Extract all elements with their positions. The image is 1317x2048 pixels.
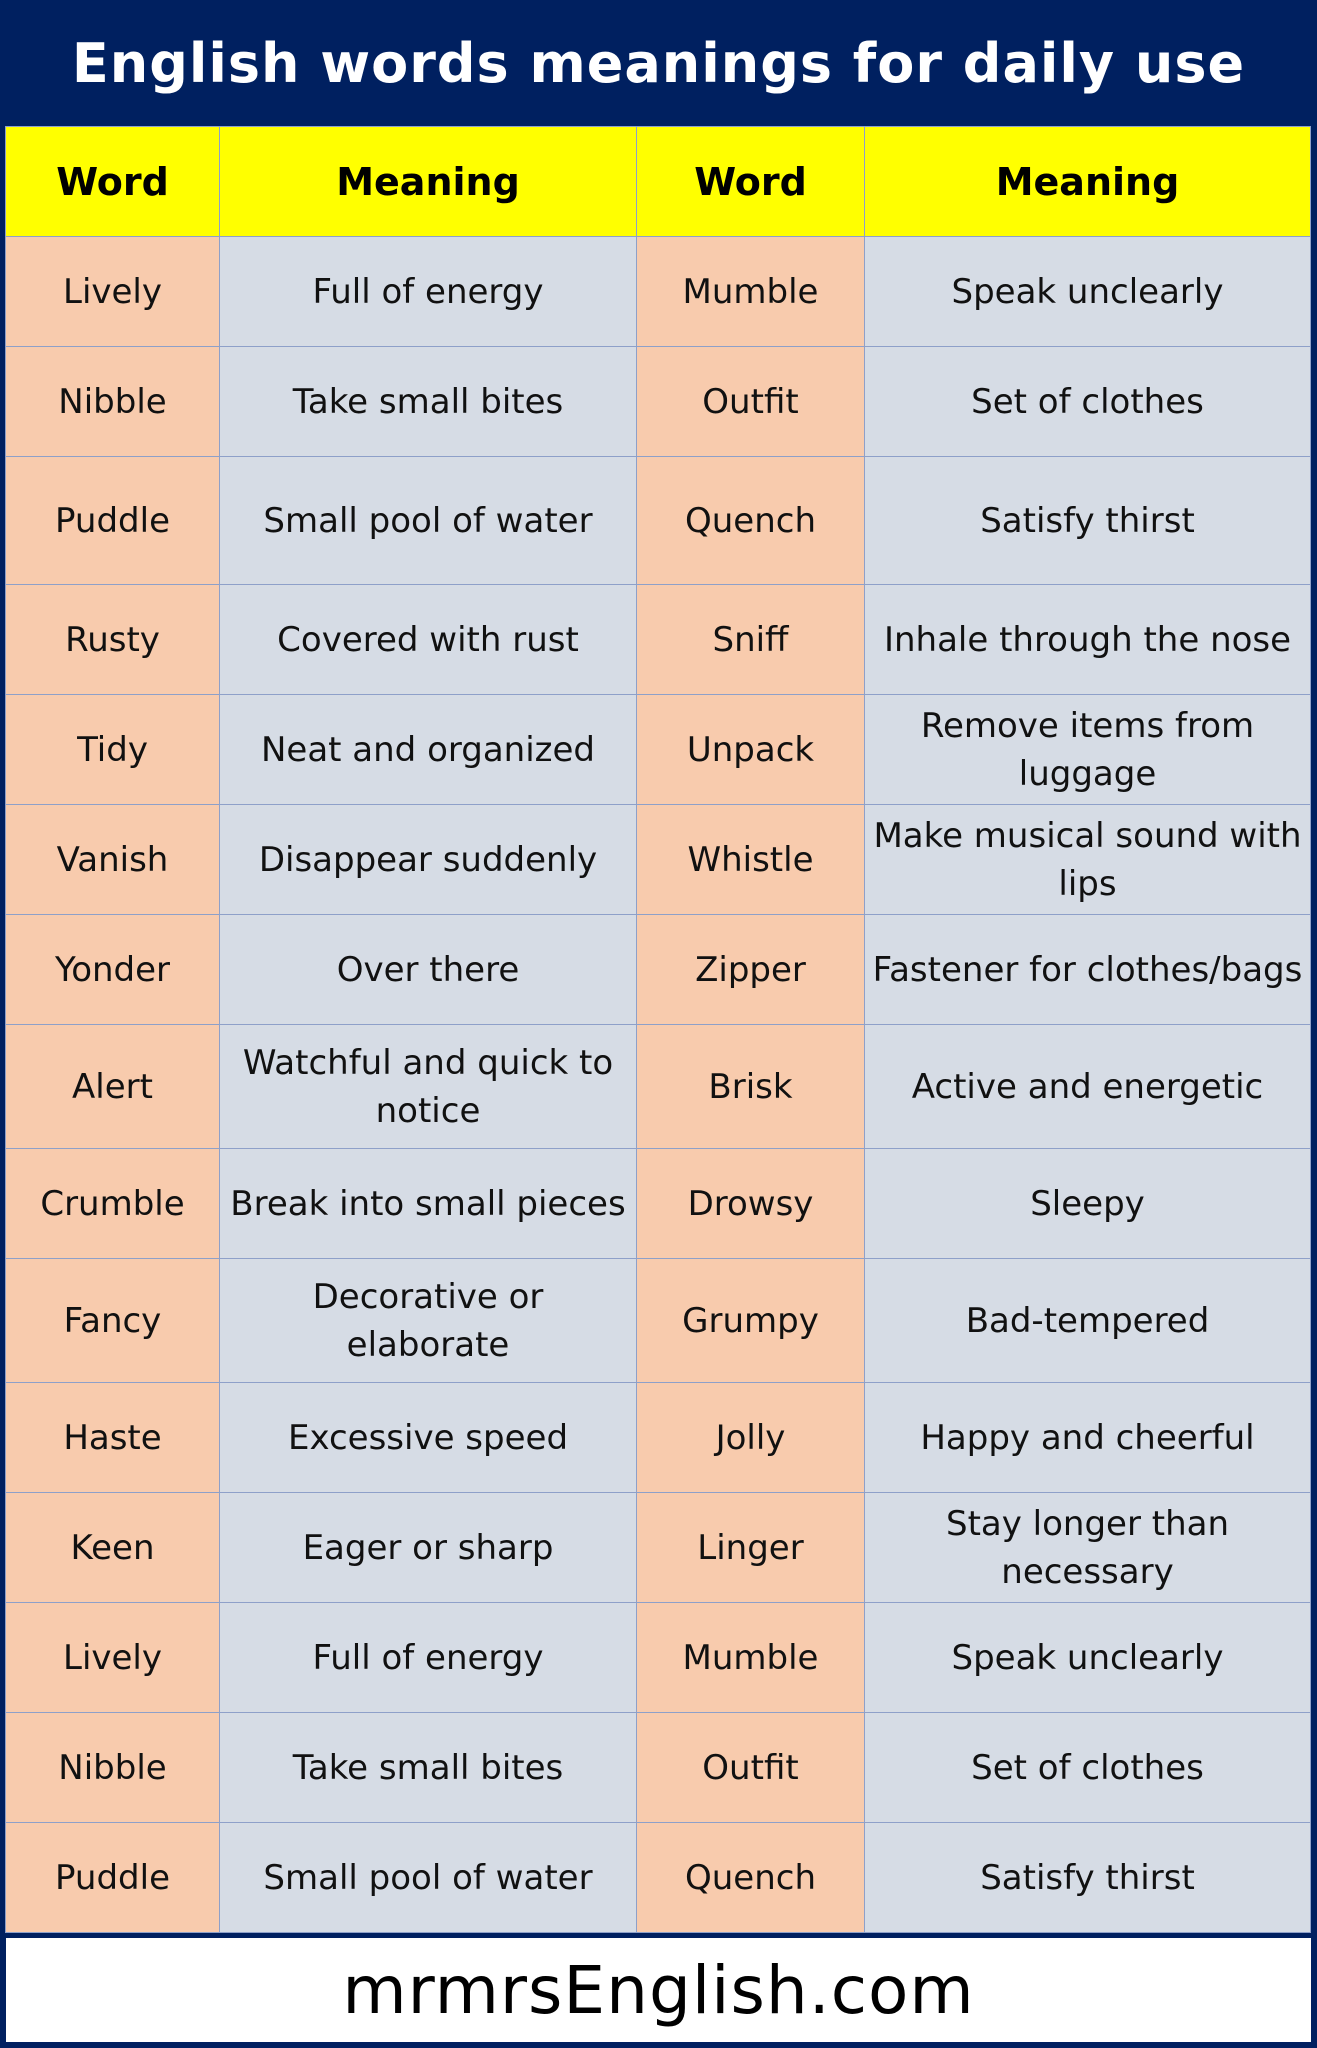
word-cell: Mumble <box>637 237 865 347</box>
meaning-cell: Watchful and quick to notice <box>220 1025 637 1149</box>
word-cell: Sniff <box>637 585 865 695</box>
meaning-cell: Excessive speed <box>220 1383 637 1493</box>
word-cell: Keen <box>6 1493 220 1603</box>
column-header-word: Word <box>6 127 220 237</box>
word-cell: Linger <box>637 1493 865 1603</box>
table-row <box>6 237 1311 347</box>
word-cell: Mumble <box>637 1603 865 1713</box>
table-row <box>6 1603 1311 1713</box>
table-row <box>6 1823 1311 1933</box>
table-row <box>6 1025 1311 1149</box>
table-row <box>6 457 1311 585</box>
meaning-cell: Set of clothes <box>865 347 1311 457</box>
table-row <box>6 695 1311 805</box>
meaning-cell: Speak unclearly <box>865 1603 1311 1713</box>
meaning-cell: Fastener for clothes/bags <box>865 915 1311 1025</box>
word-cell: Jolly <box>637 1383 865 1493</box>
column-header-meaning: Meaning <box>220 127 637 237</box>
table-row <box>6 915 1311 1025</box>
title-bar <box>0 0 1317 126</box>
word-cell: Zipper <box>637 915 865 1025</box>
word-cell: Lively <box>6 237 220 347</box>
meaning-cell: Speak unclearly <box>865 237 1311 347</box>
table-row <box>6 347 1311 457</box>
word-cell: Outfit <box>637 1713 865 1823</box>
meaning-cell: Decorative or elaborate <box>220 1259 637 1383</box>
word-cell: Crumble <box>6 1149 220 1259</box>
meaning-cell: Bad-tempered <box>865 1259 1311 1383</box>
meaning-cell: Satisfy thirst <box>865 457 1311 585</box>
meaning-cell: Sleepy <box>865 1149 1311 1259</box>
meaning-cell: Full of energy <box>220 1603 637 1713</box>
meaning-cell: Stay longer than necessary <box>865 1493 1311 1603</box>
word-cell: Quench <box>637 457 865 585</box>
column-header-word: Word <box>637 127 865 237</box>
meaning-cell: Inhale through the nose <box>865 585 1311 695</box>
meaning-cell: Remove items from luggage <box>865 695 1311 805</box>
vocabulary-table <box>5 126 1311 1933</box>
meaning-cell: Disappear suddenly <box>220 805 637 915</box>
word-cell: Puddle <box>6 1823 220 1933</box>
word-cell: Quench <box>637 1823 865 1933</box>
meaning-cell: Take small bites <box>220 1713 637 1823</box>
word-cell: Haste <box>6 1383 220 1493</box>
meaning-cell: Make musical sound with lips <box>865 805 1311 915</box>
meaning-cell: Full of energy <box>220 237 637 347</box>
word-cell: Drowsy <box>637 1149 865 1259</box>
meaning-cell: Small pool of water <box>220 457 637 585</box>
meaning-cell: Satisfy thirst <box>865 1823 1311 1933</box>
word-cell: Rusty <box>6 585 220 695</box>
word-cell: Whistle <box>637 805 865 915</box>
table-row <box>6 585 1311 695</box>
footer-bar <box>6 1938 1311 2042</box>
word-cell: Grumpy <box>637 1259 865 1383</box>
word-cell: Alert <box>6 1025 220 1149</box>
word-cell: Vanish <box>6 805 220 915</box>
word-cell: Yonder <box>6 915 220 1025</box>
word-cell: Brisk <box>637 1025 865 1149</box>
meaning-cell: Eager or sharp <box>220 1493 637 1603</box>
meaning-cell: Covered with rust <box>220 585 637 695</box>
meaning-cell: Active and energetic <box>865 1025 1311 1149</box>
word-cell: Unpack <box>637 695 865 805</box>
page-title: English words meanings for daily use <box>71 31 1246 95</box>
meaning-cell: Over there <box>220 915 637 1025</box>
word-cell: Puddle <box>6 457 220 585</box>
word-cell: Fancy <box>6 1259 220 1383</box>
table-row <box>6 1493 1311 1603</box>
word-cell: Lively <box>6 1603 220 1713</box>
table-row <box>6 1259 1311 1383</box>
website-footer: mrmrsEnglish.com <box>342 1951 975 2029</box>
column-header-meaning: Meaning <box>865 127 1311 237</box>
word-cell: Outfit <box>637 347 865 457</box>
meaning-cell: Neat and organized <box>220 695 637 805</box>
table-header-row <box>6 127 1311 237</box>
meaning-cell: Small pool of water <box>220 1823 637 1933</box>
table-row <box>6 1713 1311 1823</box>
meaning-cell: Happy and cheerful <box>865 1383 1311 1493</box>
table-row <box>6 1149 1311 1259</box>
word-cell: Tidy <box>6 695 220 805</box>
word-cell: Nibble <box>6 347 220 457</box>
word-cell: Nibble <box>6 1713 220 1823</box>
meaning-cell: Set of clothes <box>865 1713 1311 1823</box>
meaning-cell: Break into small pieces <box>220 1149 637 1259</box>
meaning-cell: Take small bites <box>220 347 637 457</box>
table-row <box>6 805 1311 915</box>
table-row <box>6 1383 1311 1493</box>
